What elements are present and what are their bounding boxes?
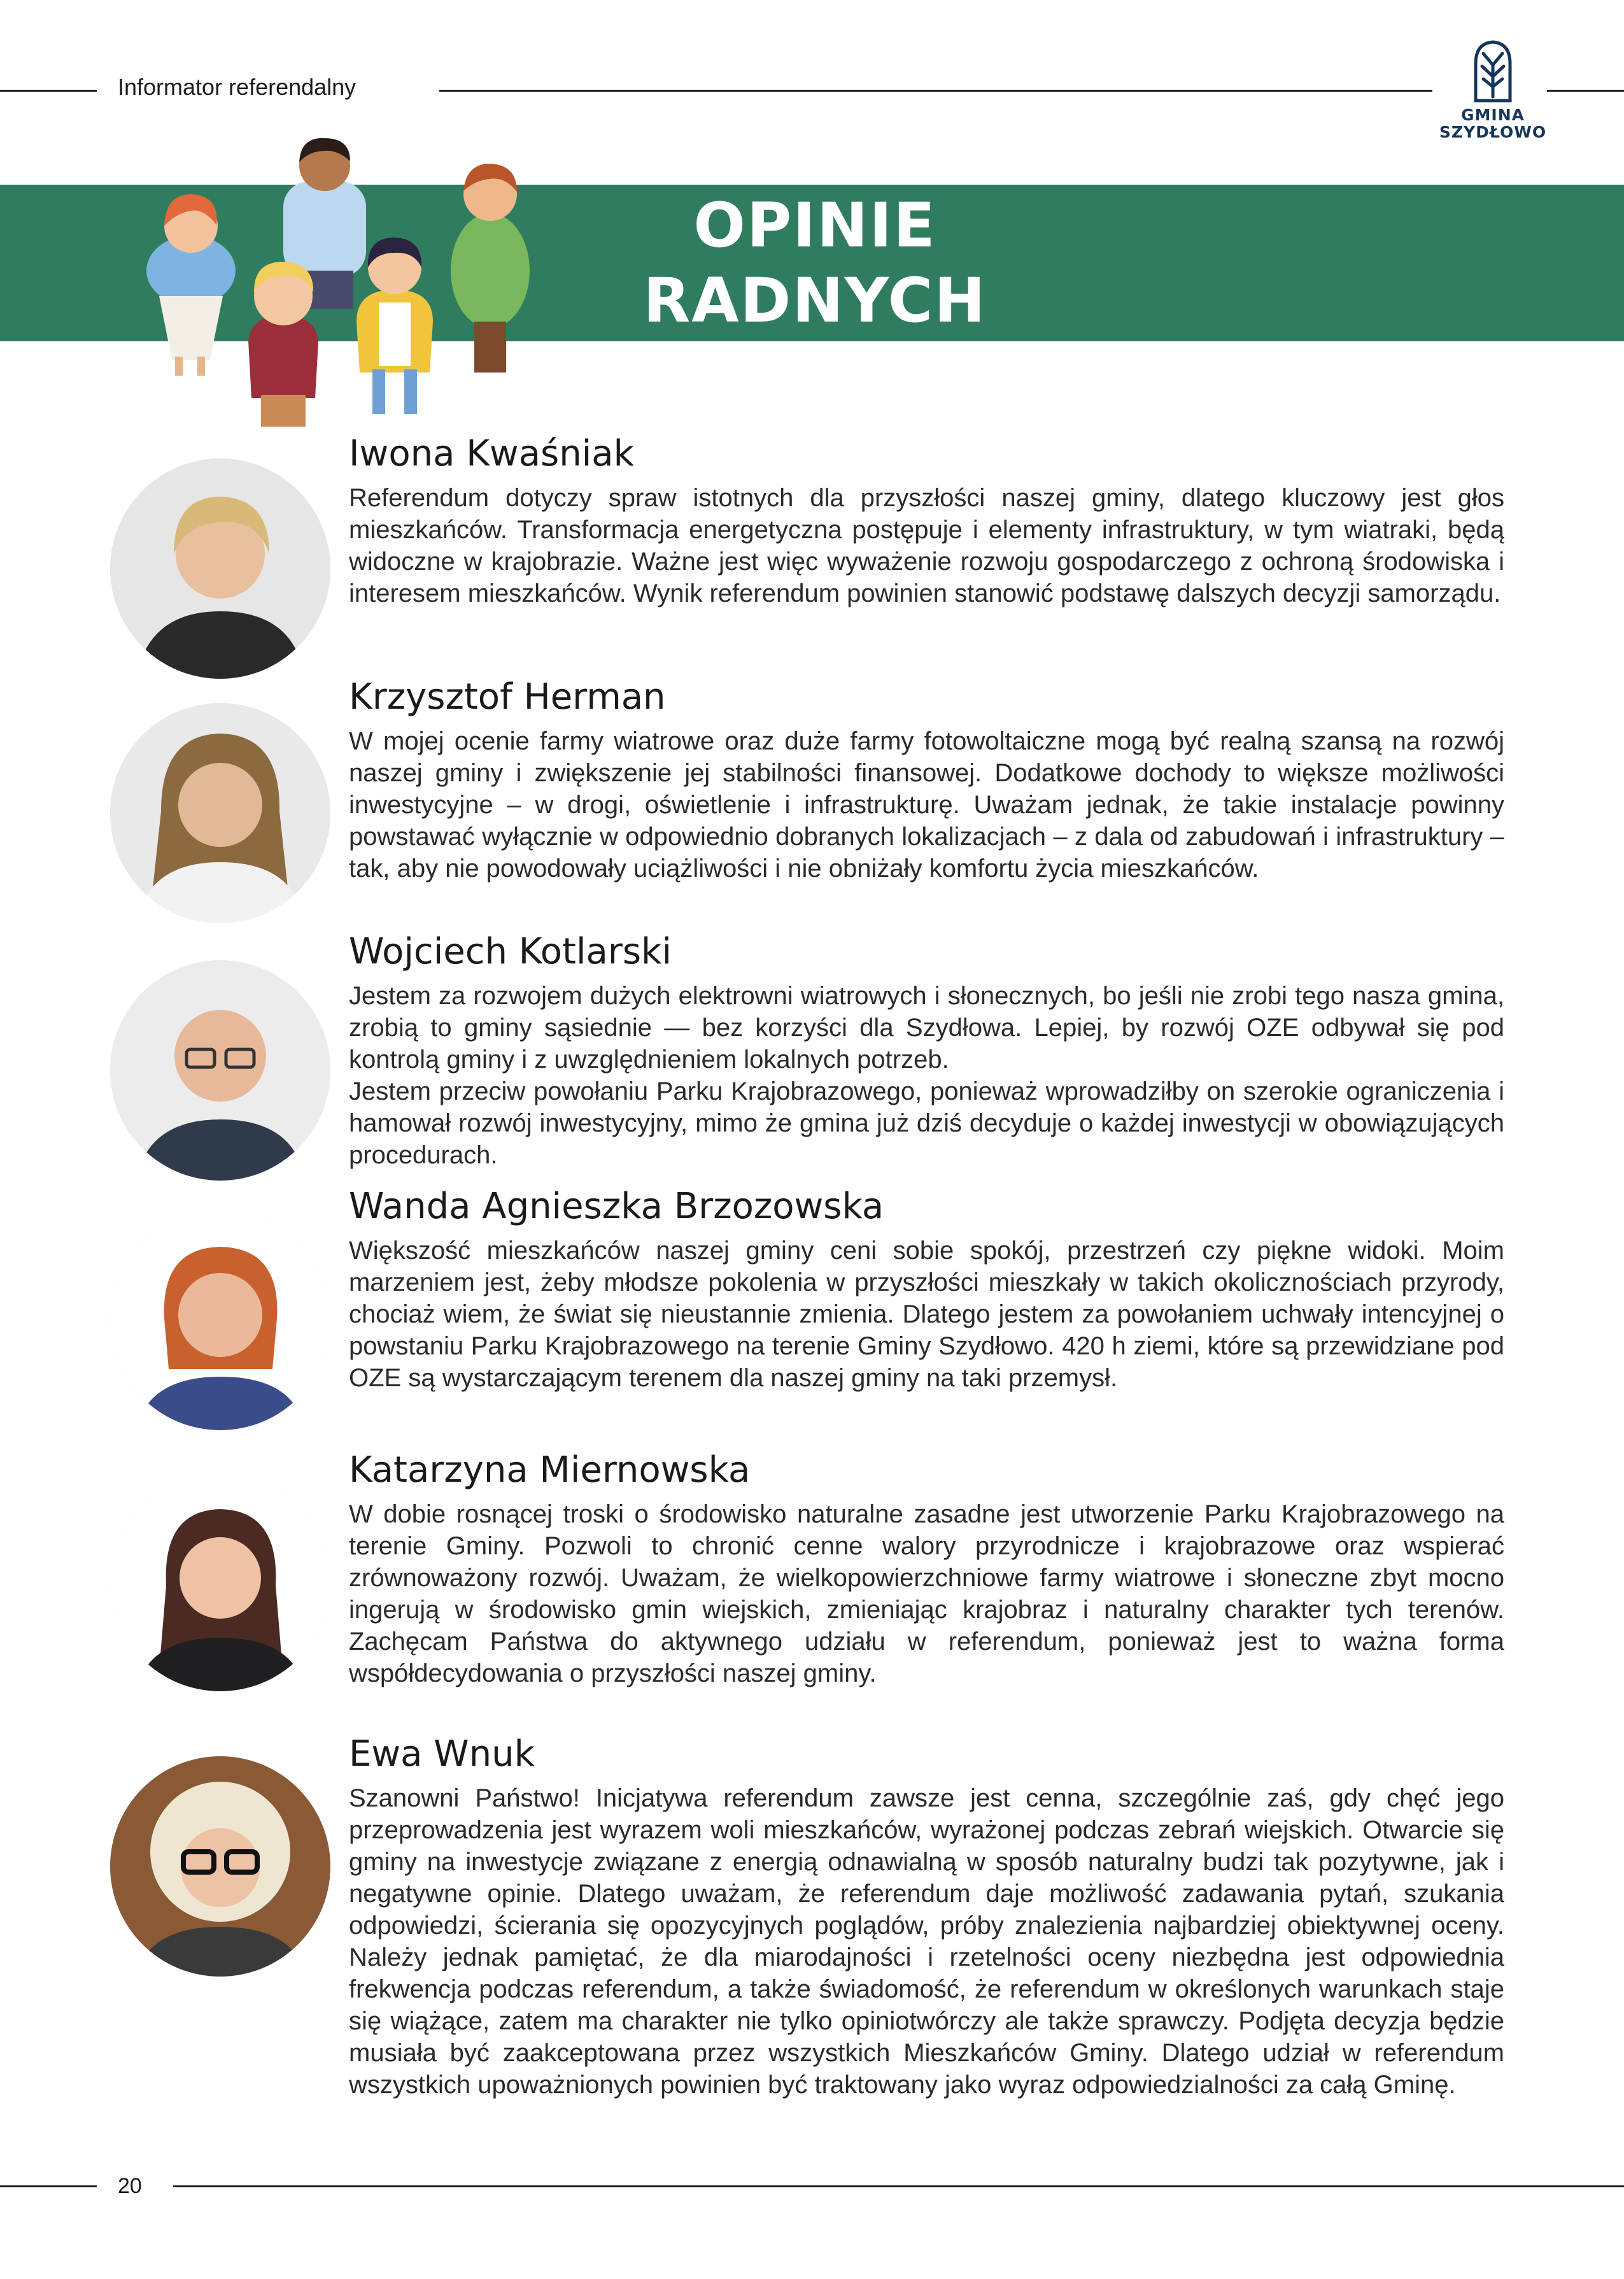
logo-line-1: GMINA — [1461, 106, 1525, 124]
opinion-text — [349, 482, 1504, 609]
opinion-paragraph: Jestem za rozwojem dużych elektrowni wiatrowych i słonecznych, bo jeśli nie zrobi tego nasza gmina, zrobią to gminy sąsiednie — bez korzyści dla Szydłowa. Lepiej, by rozwój OZE odbywał się pod kontrolą gminy i z uwzględnieniem lokalnych potrzeb. — [349, 982, 1504, 1074]
portrait-placeholder-icon — [110, 1210, 330, 1430]
page-title-line-2: RADNYCH — [643, 265, 987, 336]
councillor-name: Krzysztof Herman — [349, 676, 666, 718]
header-label: Informator referendalny — [118, 74, 357, 100]
portrait-placeholder-icon — [110, 703, 330, 923]
footer-rule-right — [173, 2185, 1624, 2187]
portrait-photo — [110, 703, 330, 923]
opinion-paragraph: Większość mieszkańców naszej gminy ceni sobie spokój, przestrzeń czy piękne widoki. Moim marzeniem jest, żeby młodsze pokolenia w przyszłości mieszkały w takich okolicznościach przyrody, chociaż wiem, że świat się nieustannie zmienia. Dlatego jestem za powołaniem uchwały intencyjnej o powstaniu Parku Krajobrazowego na terenie Gminy Szydłowo. 420 h ziemi, które są przewidziane pod OZE są wystarczającym terenem dla naszej gminy na taki przemysł. — [349, 1237, 1504, 1392]
portrait-photo — [110, 1471, 330, 1691]
portrait-placeholder-icon — [110, 1471, 330, 1691]
opinion-paragraph: Szanowni Państwo! Inicjatywa referendum zawsze jest cenna, szczególnie zaś, gdy chęć jego przeprowadzenia jest wyrazem woli mieszkańców, wyrażonej podczas zebrań wiejskich. Otwarcie się gminy na inwestycje związane z energią odnawialną w sposób naturalny budzi tak pozytywne, jak i negatywne opinie. Dlatego uważam, że referendum daje możliwość zadawania pytań, szukania odpowiedzi, ścierania się opozycyjnych poglądów, próby znalezienia najbardziej obiektywnej oceny. Należy jednak pamiętać, że dla miarodajności i rzetelności oceny niezbędna jest odpowiednia frekwencja podczas referendum, a także świadomość, że referendum w określonych warunkach staje się wiążące, zatem ma charakter nie tylko opiniotwórczy ale także sprawczy. Podjęta decyzja będzie musiała być zaakceptowana przez wszystkich Mieszkańców Gminy. Dlatego udział w referendum wszystkich upoważnionych powinien być traktowany jako wyraz odpowiedzialności za całą Gminę. — [349, 1784, 1504, 2099]
person-front-figure — [248, 262, 318, 427]
councillor-name: Katarzyna Miernowska — [349, 1449, 751, 1491]
opinion-text — [349, 1498, 1504, 1689]
opinion-paragraph: W mojej ocenie farmy wiatrowe oraz duże farmy fotowoltaiczne mogą być realną szansą na rozwój naszej gminy i zwiększenie jej stabilności finansowej. Dodatkowe dochody to większe możliwości inwestycyjne – w drogi, oświetlenie i infrastrukturę. Uważam jednak, że takie instalacje powinny powstawać wyłącznie w odpowiednio dobranych lokalizacjach – z dala od zabudowań i infrastruktury – tak, aby nie powodowały uciążliwości i nie obniżały komfortu życia mieszkańców. — [349, 727, 1504, 883]
person-middle-right-figure — [357, 238, 433, 414]
councillor-name: Wanda Agnieszka Brzozowska — [349, 1186, 884, 1227]
opinion-paragraph: W dobie rosnącej troski o środowisko naturalne zasadne jest utworzenie Parku Krajobrazowego na terenie Gminy. Pozwoli to chronić cenne walory przyrodnicze i krajobrazowe oraz wspierać zrównoważony rozwój. Uważam, że wielkopowierzchniowe farmy wiatrowe i słoneczne zbyt mocno ingerują w środowisko gmin wiejskich, zmieniając krajobraz i naturalny charakter tych terenów. Zachęcam Państwa do aktywnego udziału w referendum, ponieważ jest to ważna forma współdecydowania o przyszłości naszej gminy. — [349, 1500, 1504, 1687]
footer-rule-left — [0, 2185, 97, 2187]
opinion-text — [349, 1235, 1504, 1394]
portrait-photo — [110, 960, 330, 1181]
person-left-figure — [146, 194, 236, 376]
opinion-text — [349, 980, 1504, 1171]
header-rule-far-right — [1547, 90, 1624, 92]
page-number: 20 — [118, 2174, 142, 2198]
page-title-line-1: OPINIE — [693, 190, 936, 261]
gmina-logo — [1429, 39, 1557, 148]
portrait-photo — [110, 1210, 330, 1430]
opinion-paragraph: Jestem przeciw powołaniu Parku Krajobrazowego, ponieważ wprowadziłby on szerokie ograniczenia i hamował rozwój inwestycyjny, mimo że gmina już dziś decyduje o każdej inwestycji w obowiązujących procedurach. — [349, 1077, 1504, 1169]
people-illustration — [115, 131, 547, 430]
portrait-photo — [110, 1756, 330, 1977]
header-rule-left — [0, 90, 97, 92]
gmina-emblem-icon — [1471, 39, 1515, 103]
opinion-text — [349, 1782, 1504, 2101]
councillor-name: Iwona Kwaśniak — [349, 433, 634, 474]
opinion-text — [349, 725, 1504, 884]
logo-line-2: SZYDŁOWO — [1439, 123, 1547, 141]
page-title — [560, 188, 1070, 338]
portrait-placeholder-icon — [110, 1756, 330, 1977]
councillor-name: Ewa Wnuk — [349, 1733, 535, 1775]
councillor-name: Wojciech Kotlarski — [349, 931, 672, 972]
person-right-figure — [451, 164, 530, 373]
portrait-photo — [110, 458, 330, 679]
portrait-placeholder-icon — [110, 458, 330, 679]
portrait-placeholder-icon — [110, 960, 330, 1181]
opinion-paragraph: Referendum dotyczy spraw istotnych dla przyszłości naszej gminy, dlatego kluczowy jest głos mieszkańców. Transformacja energetyczna postępuje i elementy infrastruktury, w tym wiatraki, będą widoczne w krajobrazie. Ważne jest więc wyważenie rozwoju gospodarczego z ochroną środowiska i interesem mieszkańców. Wynik referendum powinien stanowić podstawę dalszych decyzji samorządu. — [349, 484, 1504, 607]
header-rule-right — [439, 90, 1432, 92]
